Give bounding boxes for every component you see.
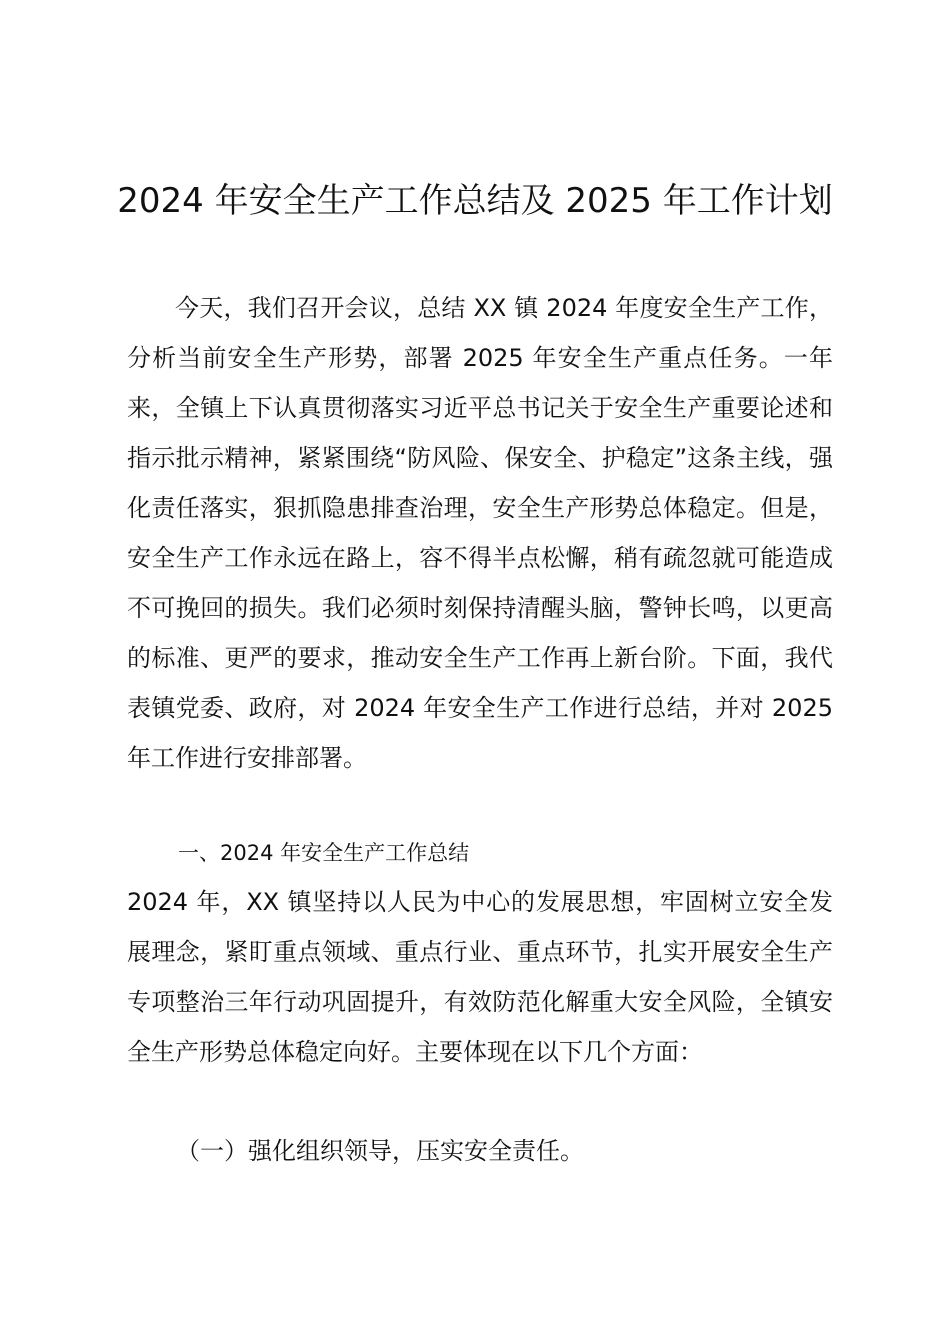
subsection-heading: （一）强化组织领导，压实安全责任。 (176, 1137, 584, 1165)
intro-paragraph: 今天，我们召开会议，总结 XX 镇 2024 年度安全生产工作，分析当前安全生产形势，部署 2025 年安全生产重点任务。一年来，全镇上下认真贯彻落实习近平总书记关于安全生产重要论述和指示批示精神，紧紧围绕“防风险、保安全、护稳定”这条主线，强化责任落实，狠抓隐患排查治理，安全生产形势总体稳定。但是，安全生产工作永远在路上，容不得半点松懈，稍有疏忽就可能造成不可挽回的损失。我们必须时刻保持清醒头脑，警钟长鸣，以更高的标准、更严的要求，推动安全生产工作再上新台阶。下面，我代表镇党委、政府，对 2024 年安全生产工作进行总结，并对 2025 年工作进行安排部署。 (127, 294, 833, 772)
section-heading: 一、2024 年安全生产工作总结 (178, 841, 470, 865)
document-title: 2024 年安全生产工作总结及 2025 年工作计划 (117, 181, 833, 221)
summary-paragraph: 2024 年，XX 镇坚持以人民为中心的发展思想，牢固树立安全发展理念，紧盯重点领域、重点行业、重点环节，扎实开展安全生产专项整治三年行动巩固提升，有效防范化解重大安全风险，全镇安全生产形势总体稳定向好。主要体现在以下几个方面： (127, 888, 833, 1066)
